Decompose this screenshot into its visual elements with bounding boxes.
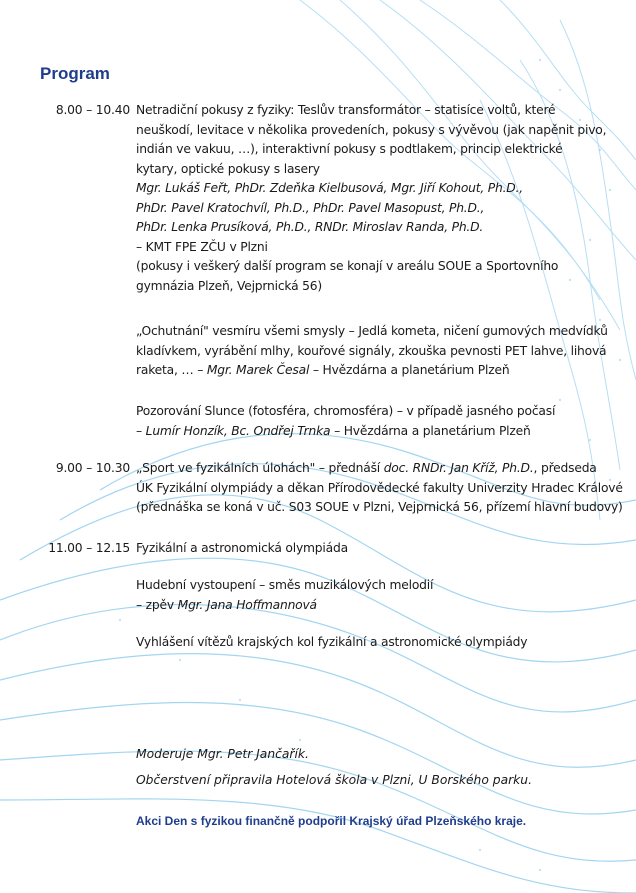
description-line: indián ve vakuu, …), interaktivní pokusy s podtlakem, princip elektrické [136,142,563,156]
description-line: kytary, optické pokusy s lasery [136,161,320,176]
description-line [136,596,606,616]
text-segment: – Hvězdárna a planetárium Plzeň [309,363,510,377]
sponsor-note: Akci Den s fyzikou finančně podpořil Krajský úřad Plzeňského kraje. [136,814,527,828]
session-2 [136,459,623,518]
session-3-item-3 [136,633,606,653]
note-line: gymnázia Plzeň, Vejprnická 56) [136,278,323,293]
description-line: ÚK Fyzikální olympiády a děkan Přírodovědecké fakulty Univerzity Hradec Králové [136,480,623,495]
refreshment-note: Občerstvení připravila Hotelová škola v Plzni, U Borského parku. [136,773,532,787]
description-line: Hudební vystoupení – směs muzikálových melodií [136,578,434,592]
description-line: „Ochutnání" vesmíru všemi smysly – Jedlá kometa, ničení gumových medvídků [136,324,608,338]
text-segment: – [136,423,146,438]
text-segment: – Hvězdárna a planetárium Plzeň [330,423,531,438]
description-line: Netradiční pokusy z fyziky: Teslův transformátor – statisíce voltů, které [136,103,556,117]
description-line [136,361,606,381]
text-segment: – zpěv [136,597,178,612]
presenter-name: doc. RNDr. Jan Kříž, Ph.D. [383,461,534,475]
affiliation-line: – KMT FPE ZČU v Plzni [136,239,268,254]
text-segment: „Sport ve fyzikálních úlohách" – přednáší [136,461,384,475]
session-1-item-2 [136,322,606,381]
description-line [136,422,606,442]
note-line: (pokusy i veškerý další program se konají v areálu SOUE a Sportovního [136,259,559,273]
moderator-note: Moderuje Mgr. Petr Jančařík. [136,747,309,761]
presenters-line: PhDr. Lenka Prusíková, Ph.D., RNDr. Miroslav Randa, Ph.D. [136,220,484,234]
session-3-item-1 [136,539,606,559]
description-line: kladívkem, vyrábění mlhy, kouřové signály, zkouška pevnosti PET lahve, lihová [136,343,607,358]
description-line: Vyhlášení vítězů krajských kol fyzikální a astronomické olympiády [136,635,528,649]
description-line: Fyzikální a astronomická olympiáda [136,541,348,555]
description-line: (přednáška se koná v uč. S03 SOUE v Plzni, Vejprnická 56, přízemí hlavní budovy) [136,500,623,514]
description-line [136,459,606,479]
session-3-item-2 [136,576,606,615]
presenter-name: Mgr. Jana Hoffmannová [177,597,317,612]
page-title: Program [40,64,110,83]
description-line: Pozorování Slunce (fotosféra, chromosféra) – v případě jasného počasí [136,404,556,418]
text-segment: raketa, … – [136,363,207,377]
time-slot-3: 11.00 – 12.15 [48,541,130,555]
presenter-name: Mgr. Marek Česal [206,363,310,377]
time-slot-2: 9.00 – 10.30 [55,461,130,475]
text-segment: , předseda [533,461,597,475]
presenter-name: Lumír Honzík, Bc. Ondřej Trnka [145,423,331,438]
session-1-item-1 [136,101,606,296]
session-1-item-3 [136,402,606,441]
description-line: neuškodí, levitace v několika provedeních, pokusy s vývěvou (jak napěnit pivo, [136,122,607,137]
presenters-line: Mgr. Lukáš Feřt, PhDr. Zdeňka Kielbusová, Mgr. Jiří Kohout, Ph.D., [136,181,523,195]
time-slot-1: 8.00 – 10.40 [55,103,130,117]
presenters-line: PhDr. Pavel Kratochvíl, Ph.D., PhDr. Pavel Masopust, Ph.D., [136,200,485,215]
